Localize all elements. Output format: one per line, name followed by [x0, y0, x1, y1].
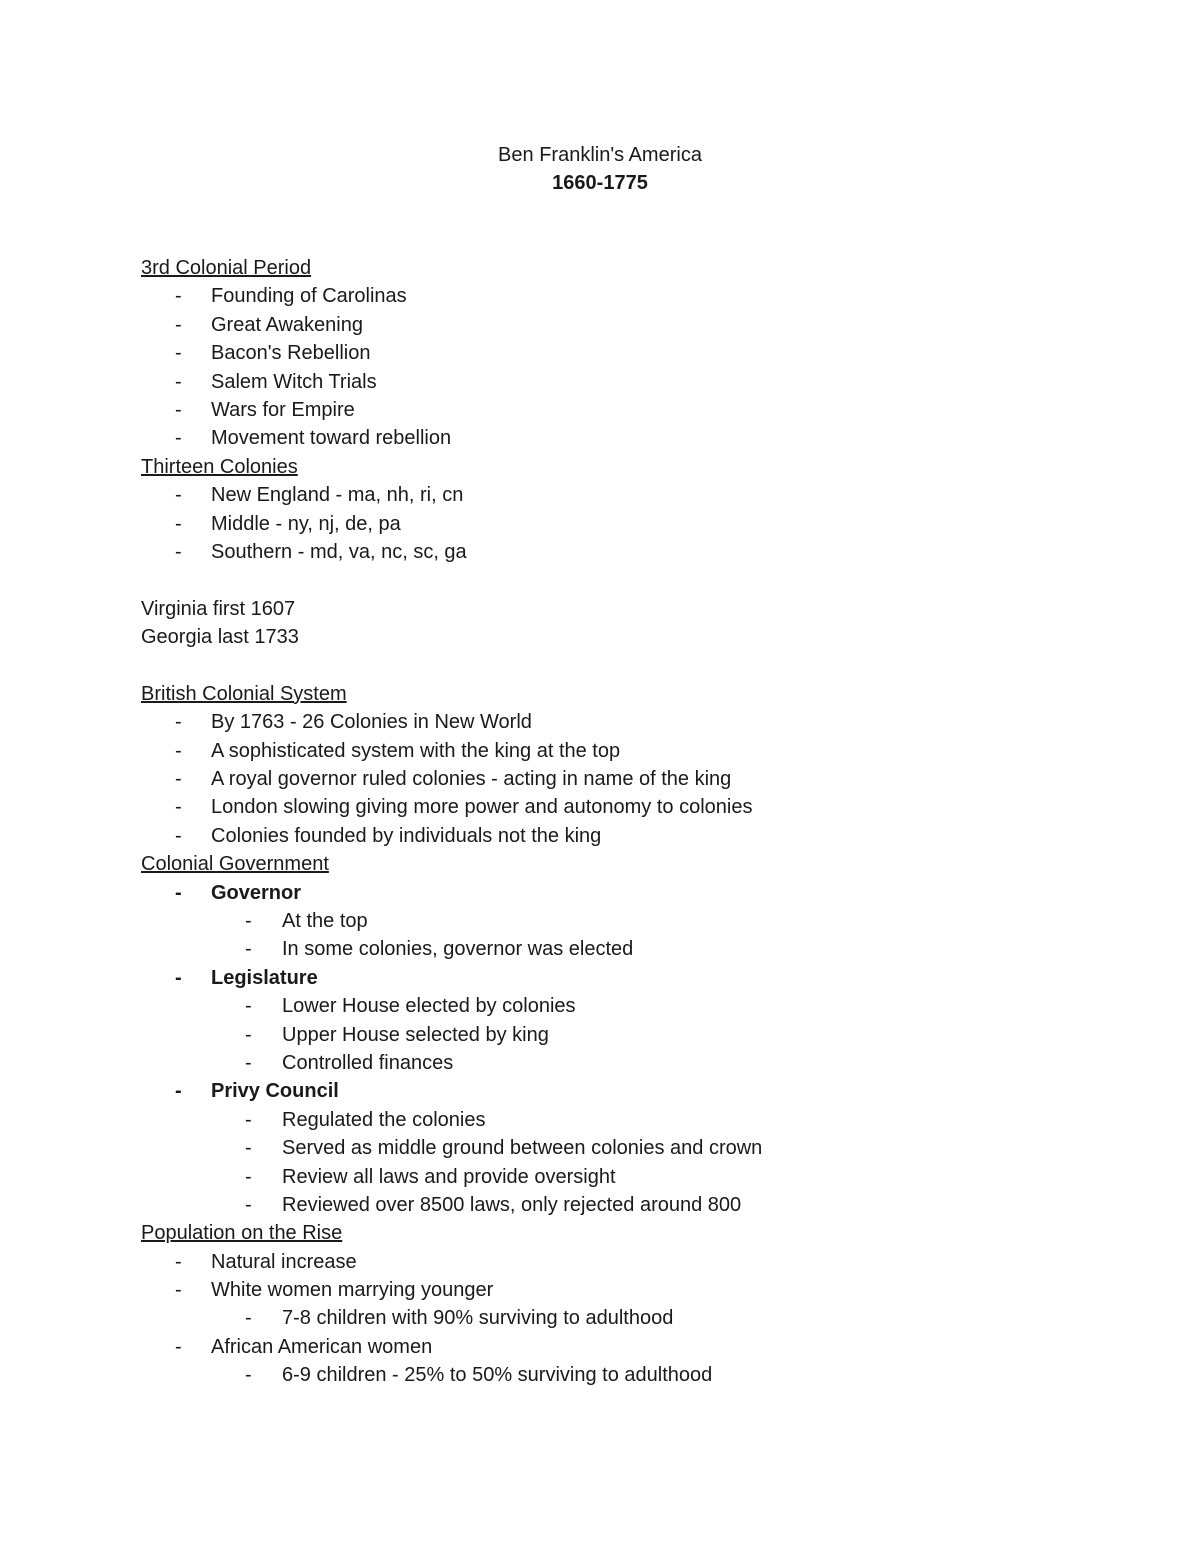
document-title: Ben Franklin's America: [498, 144, 702, 166]
bullet-dash: -: [175, 342, 182, 365]
bullet-dash: -: [175, 512, 182, 535]
note-line: Georgia last 1733: [141, 626, 299, 649]
bullet-dash: -: [245, 1307, 252, 1330]
sub-list-item-text: Regulated the colonies: [282, 1108, 486, 1131]
bullet-dash: -: [245, 1364, 252, 1387]
list-item: [141, 311, 1141, 339]
bullet-dash: -: [175, 768, 182, 791]
list-item-text: Great Awakening: [211, 313, 363, 336]
list-item-text: Privy Council: [211, 1080, 339, 1103]
list-item-text: By 1763 - 26 Colonies in New World: [211, 711, 532, 734]
section-heading-colonial-period: 3rd Colonial Period: [141, 257, 312, 279]
sub-list-item: [141, 1106, 1141, 1134]
list-item-text: Bacon's Rebellion: [211, 342, 371, 365]
section-heading-british-system: British Colonial System: [141, 682, 347, 705]
sub-list-item: [141, 907, 1141, 935]
list-item-text: Colonies founded by individuals not the king: [211, 824, 602, 847]
list-item-text: Southern - md, va, nc, sc, ga: [211, 540, 467, 563]
sub-list-item-text: Served as middle ground between colonies and crown: [282, 1137, 763, 1160]
bullet-dash: -: [245, 938, 252, 961]
list-item-text: White women marrying younger: [211, 1279, 494, 1302]
bullet-dash: -: [245, 1108, 252, 1131]
sub-list-item-text: At the top: [282, 909, 368, 932]
bullet-dash: -: [175, 966, 182, 989]
list-item-text: Natural increase: [211, 1250, 357, 1273]
list-item-text: Governor: [211, 881, 302, 904]
list-item: [141, 765, 1141, 793]
bullet-dash: -: [175, 796, 182, 819]
bullet-dash: -: [175, 285, 182, 308]
sub-list-item: [141, 1049, 1141, 1077]
sub-list-item-text: Lower House elected by colonies: [282, 995, 576, 1018]
bullet-dash: -: [245, 1051, 252, 1074]
list-item: [141, 1276, 1141, 1304]
section-heading-thirteen-colonies: Thirteen Colonies: [141, 455, 298, 478]
bullet-dash: -: [175, 398, 182, 421]
list-item-legislature: [141, 964, 1141, 992]
sub-list-item-text: 6-9 children - 25% to 50% surviving to adulthood: [282, 1364, 713, 1387]
sub-list-item-text: 7-8 children with 90% surviving to adulthood: [282, 1307, 674, 1330]
bullet-dash: -: [175, 1080, 182, 1103]
bullet-dash: -: [175, 881, 182, 904]
bullet-dash: -: [245, 909, 252, 932]
sub-list-item: [141, 1361, 1141, 1389]
list-item-text: Middle - ny, nj, de, pa: [211, 512, 401, 535]
bullet-dash: -: [175, 1250, 182, 1273]
blank-line: [141, 566, 1141, 594]
blank-line: [141, 651, 1141, 679]
bullet-dash: -: [175, 824, 182, 847]
sub-list-item-text: Review all laws and provide oversight: [282, 1165, 616, 1188]
list-item: [141, 368, 1141, 396]
list-item: [141, 481, 1141, 509]
bullet-dash: -: [245, 995, 252, 1018]
sub-list-item-text: Reviewed over 8500 laws, only rejected around 800: [282, 1193, 742, 1216]
bullet-dash: -: [175, 1279, 182, 1302]
note-line: Virginia first 1607: [141, 597, 296, 620]
bullet-dash: -: [175, 540, 182, 563]
list-item: [141, 1248, 1141, 1276]
bullet-dash: -: [245, 1023, 252, 1046]
list-item: [141, 339, 1141, 367]
list-item-text: African American women: [211, 1335, 433, 1358]
list-item: [141, 793, 1141, 821]
list-item: [141, 822, 1141, 850]
bullet-dash: -: [245, 1165, 252, 1188]
list-item: [141, 708, 1141, 736]
bullet-dash: -: [175, 427, 182, 450]
bullet-dash: -: [175, 1335, 182, 1358]
section-heading-colonial-government: Colonial Government: [141, 853, 329, 876]
sub-list-item: [141, 935, 1141, 963]
sub-list-item: [141, 1191, 1141, 1219]
list-item: [141, 538, 1141, 566]
document-subtitle: 1660-1775: [552, 172, 648, 194]
list-item: [141, 424, 1141, 452]
list-item: [141, 510, 1141, 538]
list-item: [141, 737, 1141, 765]
list-item-privy-council: [141, 1077, 1141, 1105]
list-item-text: Salem Witch Trials: [211, 370, 377, 393]
bullet-dash: -: [175, 370, 182, 393]
sub-list-item: [141, 992, 1141, 1020]
sub-list-item: [141, 1134, 1141, 1162]
bullet-dash: -: [175, 484, 182, 507]
sub-list-item: [141, 1163, 1141, 1191]
sub-list-item-text: Controlled finances: [282, 1051, 454, 1074]
list-item-governor: [141, 879, 1141, 907]
bullet-dash: -: [245, 1137, 252, 1160]
list-item-text: Legislature: [211, 966, 318, 989]
bullet-dash: -: [175, 313, 182, 336]
sub-list-item: [141, 1304, 1141, 1332]
list-item-text: New England - ma, nh, ri, cn: [211, 484, 464, 507]
list-item: [141, 1333, 1141, 1361]
list-item-text: London slowing giving more power and autonomy to colonies: [211, 796, 753, 819]
list-item-text: A royal governor ruled colonies - acting in name of the king: [211, 768, 732, 791]
section-heading-population: Population on the Rise: [141, 1222, 343, 1245]
sub-list-item: [141, 1021, 1141, 1049]
bullet-dash: -: [175, 711, 182, 734]
document-body: [141, 254, 1141, 1390]
list-item-text: A sophisticated system with the king at the top: [211, 739, 621, 762]
list-item-text: Founding of Carolinas: [211, 285, 407, 308]
list-item-text: Wars for Empire: [211, 398, 355, 421]
bullet-dash: -: [175, 739, 182, 762]
bullet-dash: -: [245, 1193, 252, 1216]
list-item: [141, 282, 1141, 310]
sub-list-item-text: In some colonies, governor was elected: [282, 938, 634, 961]
list-item: [141, 396, 1141, 424]
list-item-text: Movement toward rebellion: [211, 427, 452, 450]
sub-list-item-text: Upper House selected by king: [282, 1023, 549, 1046]
